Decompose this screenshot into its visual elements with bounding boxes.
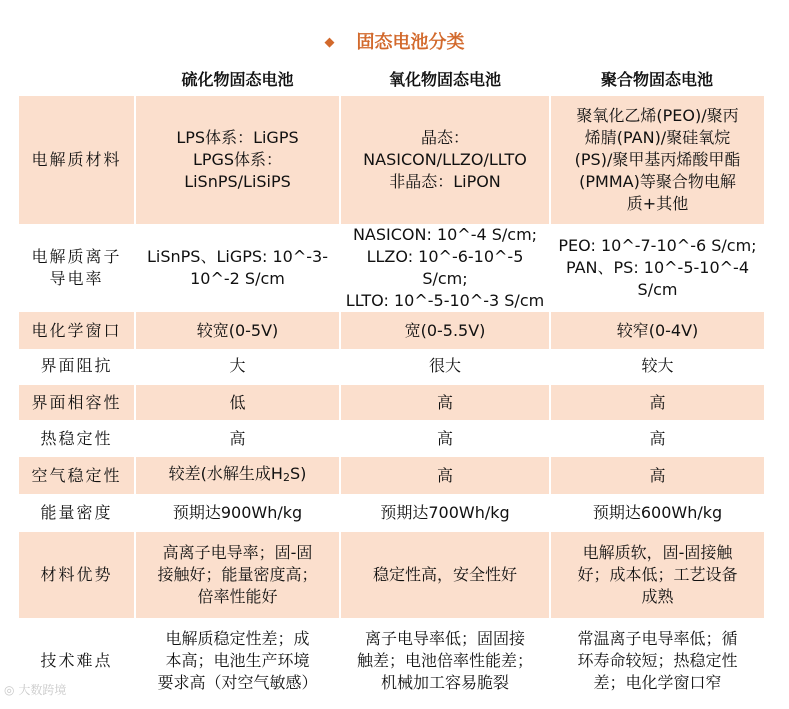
table-row	[19, 532, 764, 618]
cell-oxide: 高	[340, 457, 550, 494]
cell-polymer: 预期达600Wh/kg	[550, 494, 764, 532]
watermark-icon: ◎	[4, 683, 15, 697]
header-polymer: 聚合物固态电池	[600, 69, 713, 89]
table-row	[19, 349, 764, 384]
cell-polymer: 较大	[550, 349, 764, 384]
cell-polymer: 高	[550, 420, 764, 457]
row-label: 界面阻抗	[19, 349, 135, 384]
diamond-bullet-icon: ◆	[324, 35, 335, 50]
table-row	[19, 494, 764, 532]
row-label: 电解质离子 导电率	[19, 224, 135, 312]
watermark-logo	[4, 681, 66, 698]
cell-oxide: 晶态： NASICON/LLZO/LLTO 非晶态：LiPON	[340, 96, 550, 224]
cell-polymer: 高	[550, 384, 764, 420]
cell-polymer: 较窄(0-4V)	[550, 312, 764, 349]
cell-oxide: 预期达700Wh/kg	[340, 494, 550, 532]
solid-state-battery-table	[19, 60, 764, 704]
row-label: 空气稳定性	[19, 457, 135, 494]
cell-sulfide: 电解质稳定性差；成 本高；电池生产环境 要求高（对空气敏感）	[135, 618, 340, 704]
table-row	[19, 224, 764, 312]
header-empty	[19, 60, 135, 96]
cell-polymer: PEO: 10^-7-10^-6 S/cm; PAN、PS: 10^-5-10^-4 S/cm	[550, 224, 764, 312]
table-title	[0, 28, 789, 54]
watermark-text: 大数跨境	[18, 683, 67, 697]
cell-oxide: NASICON: 10^-4 S/cm; LLZO: 10^-6-10^-5 S/cm; LLTO: 10^-5-10^-3 S/cm	[340, 224, 550, 312]
cell-sulfide: 高	[135, 420, 340, 457]
row-label: 能量密度	[19, 494, 135, 532]
row-label: 界面相容性	[19, 384, 135, 420]
cell-oxide: 很大	[340, 349, 550, 384]
cell-polymer: 聚氧化乙烯(PEO)/聚丙 烯腈(PAN)/聚硅氧烷 (PS)/聚甲基丙烯酸甲酯 (PMMA)等聚合物电解 质+其他	[550, 96, 764, 224]
cell-oxide: 稳定性高，安全性好	[340, 532, 550, 618]
row-label: 技术难点	[19, 618, 135, 704]
cell-sulfide: 高离子电导率；固-固 接触好；能量密度高； 倍率性能好	[135, 532, 340, 618]
cell-sulfide: LPS体系：LiGPS LPGS体系： LiSnPS/LiSiPS	[135, 96, 340, 224]
cell-polymer: 高	[550, 457, 764, 494]
cell-sulfide: 低	[135, 384, 340, 420]
table-row	[19, 96, 764, 224]
row-label: 热稳定性	[19, 420, 135, 457]
table-row	[19, 384, 764, 420]
header-sulfide: 硫化物固态电池	[181, 69, 294, 89]
cell-oxide: 高	[340, 384, 550, 420]
cell-sulfide: 较宽(0-5V)	[135, 312, 340, 349]
cell-sulfide: 大	[135, 349, 340, 384]
table-row	[19, 312, 764, 349]
cell-oxide: 离子电导率低；固固接 触差；电池倍率性能差； 机械加工容易脆裂	[340, 618, 550, 704]
header-row	[19, 60, 764, 96]
cell-polymer: 常温离子电导率低；循 环寿命较短；热稳定性 差；电化学窗口窄	[550, 618, 764, 704]
title-text: 固态电池分类	[356, 32, 465, 53]
cell-polymer: 电解质软，固-固接触 好；成本低；工艺设备 成熟	[550, 532, 764, 618]
header-oxide: 氧化物固态电池	[388, 69, 501, 89]
cell-oxide: 高	[340, 420, 550, 457]
cell-sulfide: LiSnPS、LiGPS: 10^-3- 10^-2 S/cm	[135, 224, 340, 312]
row-label: 材料优势	[19, 532, 135, 618]
row-label: 电化学窗口	[19, 312, 135, 349]
table-row	[19, 618, 764, 704]
table-row	[19, 457, 764, 494]
row-label: 电解质材料	[19, 96, 135, 224]
cell-sulfide: 较差(水解生成H2S)	[135, 457, 340, 494]
cell-oxide: 宽(0-5.5V)	[340, 312, 550, 349]
table-row	[19, 420, 764, 457]
cell-sulfide: 预期达900Wh/kg	[135, 494, 340, 532]
